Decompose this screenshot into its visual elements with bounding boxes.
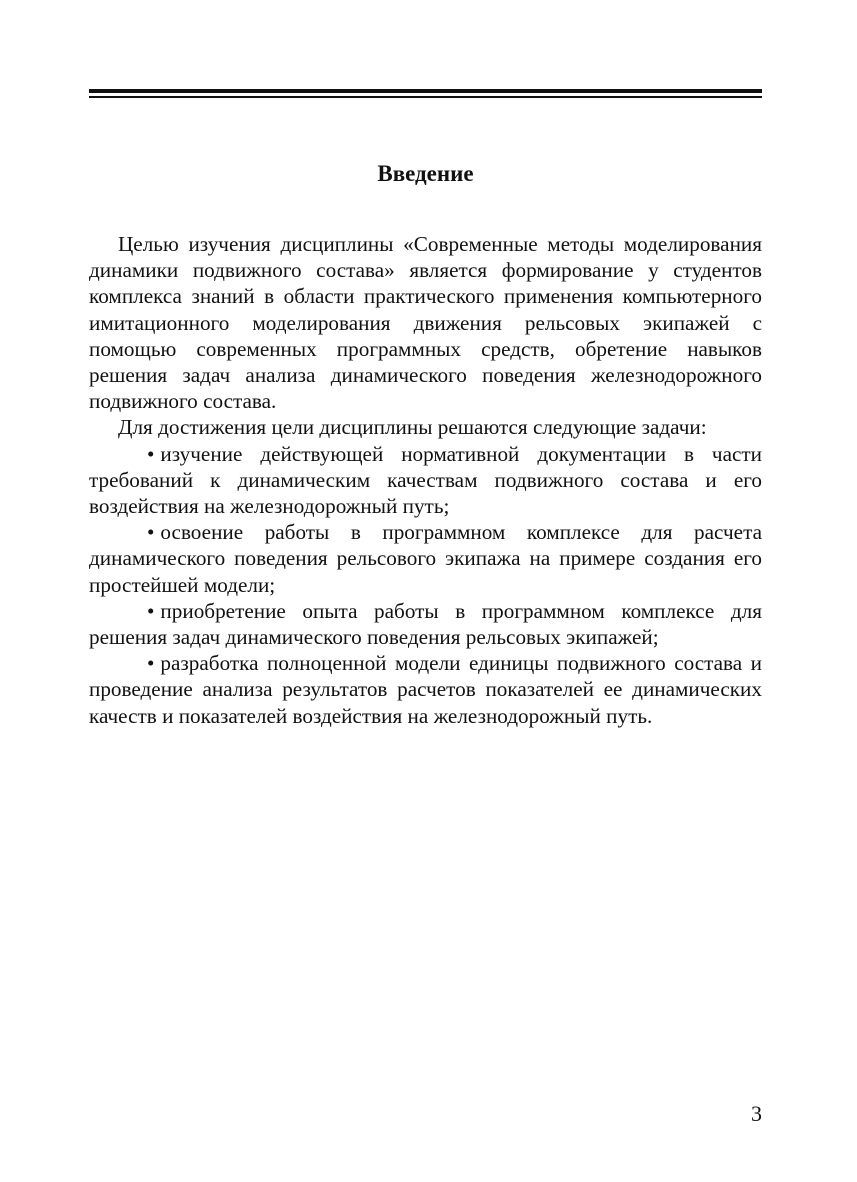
list-item [89,519,762,598]
bullet-icon: • [147,520,155,545]
list-item [89,441,762,520]
list-item [89,650,762,729]
list-item-text: разработка полноценной модели единицы подвижного состава и проведение анализа результатов расчетов показателей ее динамических качеств и показателей воздействия на железнодорожный путь. [89,651,762,728]
page-title: Введение [377,161,474,186]
tasks-lead-paragraph: Для достижения цели дисциплины решаются следующие задачи: [118,415,707,440]
bullet-icon: • [147,441,155,466]
list-item-text: приобретение опыта работы в программном комплексе для решения задач динамического поведения рельсовых экипажей; [89,598,762,650]
bullet-icon: • [147,598,155,623]
header-rule-thin [89,96,762,98]
page-number: 3 [751,1101,762,1126]
list-item [89,598,762,650]
bullet-icon: • [147,651,155,676]
list-item-text: изучение действующей нормативной документации в части требований к динамическим качествам подвижного состава и его воздействия на железнодорожный путь; [89,441,762,519]
header-rule-thick [89,89,762,93]
intro-paragraph: Целью изучения дисциплины «Современные методы моделирования динамики подвижного состава» является формирование у студентов комплекса знаний в области практического применения компьютерного имитационного моделирования движения рельсовых экипажей с помощью современных программных средств, обретение навыков решения задач анализа динамического поведения железнодорожного подвижного состава. [89,232,762,414]
list-item-text: освоение работы в программном комплексе для расчета динамического поведения рельсового экипажа на примере создания его простейшей модели; [89,520,762,597]
body-text [89,231,762,729]
